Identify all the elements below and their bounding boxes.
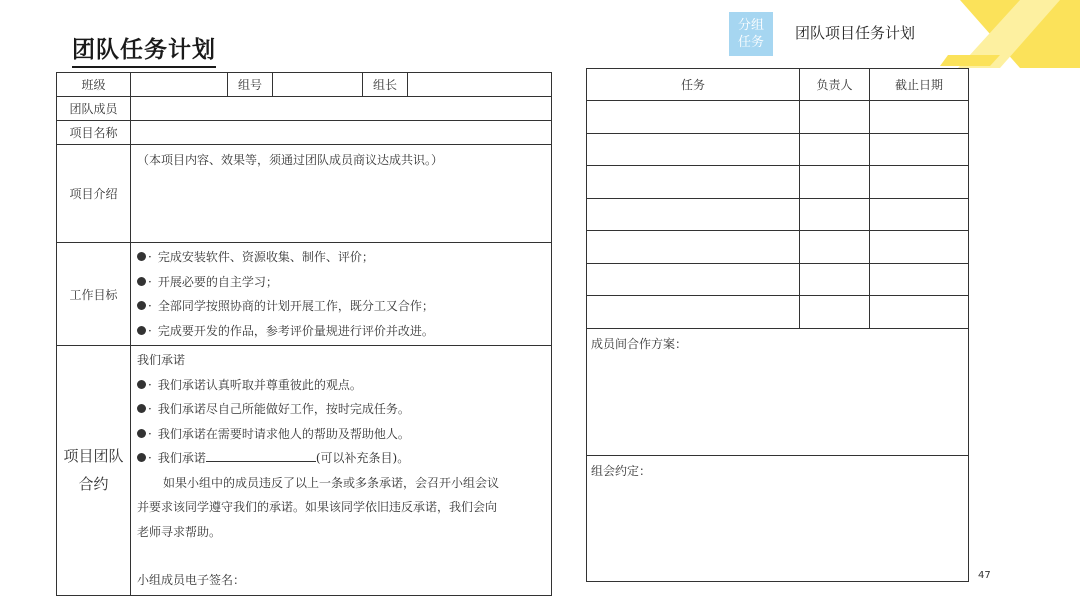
owner-cell[interactable] [800, 166, 870, 199]
group-no-field[interactable] [273, 73, 363, 97]
members-field[interactable] [131, 97, 552, 121]
members-label: 团队成员 [57, 97, 131, 121]
deadline-cell[interactable] [870, 166, 969, 199]
owner-cell[interactable] [800, 101, 870, 134]
page-number: 47 [978, 570, 991, 581]
header-title: 团队项目任务计划 [795, 24, 916, 42]
table-row [587, 198, 969, 231]
goals-list [131, 243, 552, 346]
badge-line-1: 分组 [737, 18, 764, 33]
goal-item: · 完成要开发的作品，参考评价量规进行评价并改进。 [137, 319, 545, 344]
violation-text-3: 老师寻求帮助。 [137, 524, 222, 539]
bullet-icon [137, 380, 146, 389]
deadline-cell[interactable] [870, 231, 969, 264]
group-task-badge [729, 12, 773, 56]
task-header: 任务 [587, 69, 800, 101]
owner-cell[interactable] [800, 133, 870, 166]
promise-item: · 我们承诺在需要时请求他人的帮助及帮助他人。 [137, 422, 545, 447]
promise-custom-item: · 我们承诺 (可以补充条目)。 [137, 446, 545, 471]
group-no-label: 组号 [228, 73, 273, 97]
meeting-rules-label: 组会约定： [591, 463, 652, 478]
leader-field[interactable] [408, 73, 552, 97]
class-field[interactable] [131, 73, 228, 97]
goals-label: 工作目标 [57, 243, 131, 346]
table-row [587, 166, 969, 199]
intro-hint: （本项目内容、效果等，须通过团队成员商议达成共识。） [137, 153, 444, 167]
signature-label: 小组成员电子签名： [137, 573, 246, 587]
owner-cell[interactable] [800, 231, 870, 264]
task-cell[interactable] [587, 166, 800, 199]
violation-text-1: 如果小组中的成员违反了以上一条或多条承诺，会召开小组会议 [163, 475, 500, 490]
deadline-cell[interactable] [870, 296, 969, 329]
cooperation-plan-field[interactable] [587, 328, 969, 455]
task-table [586, 68, 969, 582]
goal-item: · 开展必要的自主学习； [137, 270, 545, 295]
badge-line-2: 任务 [737, 35, 764, 50]
bullet-icon [137, 301, 146, 310]
meeting-rules-field[interactable] [587, 455, 969, 581]
goal-item: · 全部同学按照协商的计划开展工作，既分工又合作； [137, 294, 545, 319]
owner-cell[interactable] [800, 263, 870, 296]
bullet-icon [137, 277, 146, 286]
bullet-icon [137, 326, 146, 335]
leader-label: 组长 [363, 73, 408, 97]
task-cell[interactable] [587, 296, 800, 329]
table-row [587, 296, 969, 329]
owner-cell[interactable] [800, 198, 870, 231]
intro-label: 项目介绍 [57, 145, 131, 243]
intro-field[interactable] [131, 145, 552, 243]
task-cell[interactable] [587, 101, 800, 134]
bullet-icon [137, 453, 146, 462]
task-cell[interactable] [587, 231, 800, 264]
violation-text-2: 并要求该同学遵守我们的承诺。如果该同学依旧违反承诺，我们会向 [137, 500, 498, 514]
task-cell[interactable] [587, 198, 800, 231]
deadline-cell[interactable] [870, 198, 969, 231]
class-label: 班级 [57, 73, 131, 97]
cooperation-plan-label: 成员间合作方案： [591, 336, 688, 351]
bullet-icon [137, 404, 146, 413]
goal-item: · 完成安装软件、资源收集、制作、评价； [137, 245, 545, 270]
deadline-cell[interactable] [870, 101, 969, 134]
contract-label: 项目团队 合约 [57, 346, 131, 596]
task-cell[interactable] [587, 263, 800, 296]
promise-item: · 我们承诺认真听取并尊重彼此的观点。 [137, 373, 545, 398]
table-row [587, 101, 969, 134]
owner-cell[interactable] [800, 296, 870, 329]
team-plan-table [56, 72, 552, 596]
custom-promise-blank[interactable] [206, 449, 316, 462]
table-row [587, 133, 969, 166]
bullet-icon [137, 429, 146, 438]
page-title: 团队任务计划 [72, 36, 216, 68]
project-name-label: 项目名称 [57, 121, 131, 145]
project-name-field[interactable] [131, 121, 552, 145]
deadline-header: 截止日期 [870, 69, 969, 101]
promise-heading: 我们承诺 [137, 353, 186, 367]
deadline-cell[interactable] [870, 133, 969, 166]
deadline-cell[interactable] [870, 263, 969, 296]
table-row [587, 231, 969, 264]
bullet-icon [137, 252, 146, 261]
owner-header: 负责人 [800, 69, 870, 101]
table-row [587, 263, 969, 296]
task-cell[interactable] [587, 133, 800, 166]
contract-content [131, 346, 552, 596]
promise-item: · 我们承诺尽自己所能做好工作，按时完成任务。 [137, 397, 545, 422]
